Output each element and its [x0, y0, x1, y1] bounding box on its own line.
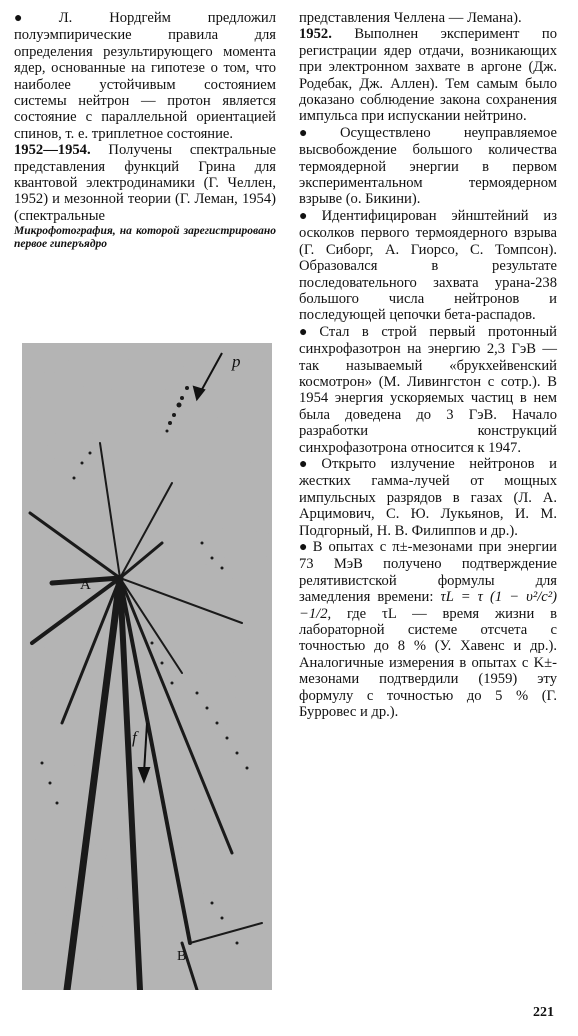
bullet-icon: ● [299, 456, 319, 472]
paragraph-nordheim [14, 10, 276, 142]
bullet-icon: ● [14, 11, 56, 26]
bullet-icon: ● [299, 540, 310, 555]
paragraph-text: В опытах с π±-мезонами при энергии 73 МэВ получено подтверждение релятивистской формулы для замедления времени: [299, 539, 557, 606]
label-a: A [80, 577, 91, 593]
paragraph-text: Выполнен эксперимент по регистрации ядер отдачи, возникающих при электронном захвате в аргоне (Дж. Родебак, Дж. Аллен). Тем самым было доказано соблюдение закона сохранения импульса при испускании нейтрино. [299, 26, 557, 125]
year-heading: 1952—1954. [14, 142, 91, 159]
list-item-einsteinium [299, 208, 557, 324]
list-item-time-dilation [299, 539, 557, 720]
bullet-icon: ● [299, 324, 317, 340]
label-f: f [132, 728, 137, 747]
paragraph-1952 [299, 26, 557, 124]
paragraph-text: Идентифицирован эйнштейний из осколков первого термоядерного взрыва (Г. Сиборг, А. Гиорсо, С. Томпсон). Образовался в результате последовательного захвата урана-238 большого числа нейтронов и последующей цепочки бета-распадов. [299, 207, 557, 324]
paragraph-1952-1954 [14, 142, 276, 224]
label-p: p [232, 352, 241, 371]
bullet-icon: ● [299, 208, 319, 224]
paragraph-continuation: представления Челлена — Лемана). [299, 10, 522, 26]
list-item-discharges [299, 456, 557, 539]
right-column [299, 10, 557, 720]
label-b: B [177, 949, 187, 964]
page-number: 221 [533, 1005, 554, 1020]
hyperfragment-micrograph [22, 343, 272, 990]
paragraph-text: Стал в строй первый протонный синхрофазотрон на энергию 2,3 ГэВ — так называемый «брукхейвенский космотрон» (М. Ливингстон с сотр.). В 1954 энергия ускоряемых частиц в нем была доведена до 3 ГэВ. Начало разработки конструкций синхрофазотрона относится к 1947. [299, 323, 557, 456]
year-heading: 1952. [299, 26, 332, 43]
bullet-icon: ● [299, 125, 338, 141]
list-item-cosmotron [299, 324, 557, 456]
paragraph-text: Открыто излучение нейтронов и жестких гамма-лучей от мощных импульсных разрядов в газах (Л. А. Арцимович, С. Ю. Лукьянов, И. М. Подгорный, Н. В. Филиппов и др.). [299, 455, 557, 539]
paragraph-text: Осуществлено неуправляемое высвобождение большого количества термоядерной энергии в первом экспериментальном термоядерном взрыве (о. Бикини). [299, 124, 557, 208]
paragraph-text: Л. Нордгейм предложил полуэмпирические правила для определения результирующего момента ядер, основанные на гипотезе о том, что наиболее устойчивым состоянием системы нейтрон — протон является состояние с параллельной ориентацией спинов, т. е. триплетное состояние. [14, 10, 276, 142]
paragraph-text: где τL — время жизни в лабораторной системе отсчета с точностью до 8 % (У. Хавенс и др.). Аналогичные измерения в опытах с K±-мезонами подтвердили (1959) эту формулу с точностью до 5 % (Г. Бурровес и др.). [299, 605, 557, 721]
formula: τL = τ (1 − υ²/c²)−1/2, [299, 589, 557, 622]
figure-caption: Микрофотография, на которой зарегистрировано первое гиперъядро [14, 225, 276, 250]
paragraph-text: Получены спектральные представления функций Грина для квантовой электродинамики (Г. Челлен, 1952) и мезонной теории (Г. Леман, 1954) (спектральные [14, 142, 276, 224]
list-item-thermonuclear [299, 125, 557, 208]
left-column [14, 10, 276, 250]
